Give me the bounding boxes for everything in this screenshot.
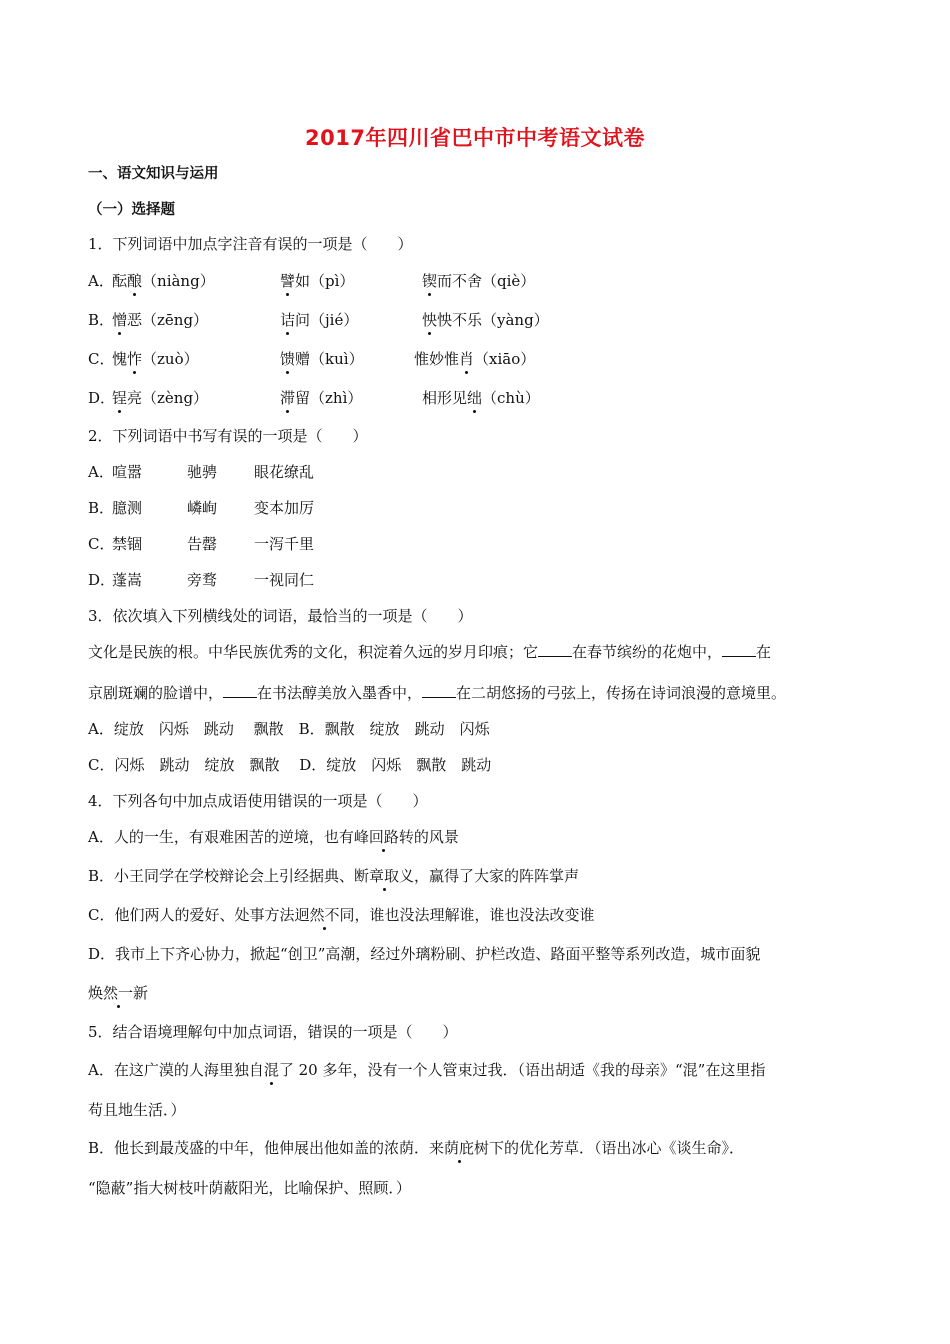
q2-option-b-word1: 臆测 (112, 499, 143, 517)
q3-passage-line2: 京剧斑斓的脸谱中， 在书法醇美放入墨香中， 在二胡悠扬的弓弦上，传扬在诗词浪漫的意境里。 (88, 684, 787, 702)
q2-option-c-word3: 一泻千里 (254, 535, 315, 553)
q2-option-b-word2: 嶙峋 (187, 499, 218, 517)
q3-blank-4 (422, 683, 456, 698)
q1-option-c-word3: 惟妙惟肖（xiāo） (414, 350, 536, 368)
q1-option-a-word3: 锲而不舍（qiè） (422, 272, 536, 290)
q3-options-cd: C．闪烁 跳动 绽放 飘散 D．绽放 闪烁 飘散 跳动 (88, 756, 492, 774)
q1-option-d-label: D． (88, 389, 116, 407)
question-2-stem: 2．下列词语中书写有误的一项是（ ） (88, 427, 368, 445)
page-title: 2017年四川省巴中市中考语文试卷 (305, 126, 645, 150)
q2-option-d-word3: 一视同仁 (254, 571, 315, 589)
question-4-stem: 4．下列各句中加点成语使用错误的一项是（ ） (88, 792, 428, 810)
q3-passage-line1: 文化是民族的根。中华民族优秀的文化，积淀着久远的岁月印痕；它 在春节缤纷的花炮中， 在 (88, 643, 772, 661)
q2-option-d-word1: 蓬嵩 (112, 571, 143, 589)
q3-blank-2 (722, 642, 756, 657)
q4-option-d-idiom: 焕然一新 (88, 984, 149, 1002)
q2-option-c-label: C． (88, 535, 115, 553)
q5-option-a: A．在这广漠的人海里独自混了 20 多年，没有一个人管束过我．（语出胡适《我的母亲》“混”在这里指 (88, 1061, 766, 1079)
q1-option-d-word3: 相形见绌（chù） (422, 389, 540, 407)
q4-option-a: A．人的一生，有艰难困苦的逆境，也有峰回路转的风景 (88, 828, 459, 846)
q1-option-a-word1: 酝酿（niàng） (112, 272, 215, 290)
q2-option-a-label: A． (88, 463, 114, 481)
q2-option-b-label: B． (88, 499, 115, 517)
q1-option-a-label: A． (88, 272, 114, 290)
q5-option-b: B．他长到最茂盛的中年，他伸展出他如盖的浓荫．来荫庇树下的优化芳草．（语出冰心《谈生命》． (88, 1139, 745, 1157)
q1-option-c-word1: 愧怍（zuò） (112, 350, 199, 368)
q2-option-a-word2: 驰骋 (187, 463, 218, 481)
q3-blank-3 (223, 683, 257, 698)
q3-options-ab: A．绽放 闪烁 跳动 飘散 B．飘散 绽放 跳动 闪烁 (88, 720, 490, 738)
q4-option-b: B．小王同学在学校辩论会上引经据典、断章取义，赢得了大家的阵阵掌声 (88, 867, 580, 885)
q1-option-c-label: C． (88, 350, 115, 368)
subsection-heading: （一）选择题 (88, 202, 175, 218)
question-5-stem: 5．结合语境理解句中加点词语，错误的一项是（ ） (88, 1023, 458, 1041)
q1-option-b-word1: 憎恶（zēng） (112, 311, 209, 329)
q4-option-d: D．我市上下齐心协力，掀起“创卫”高潮，经过外璃粉刷、护栏改造、路面平整等系列改造，城市面貌 (88, 945, 761, 963)
q4-option-c: C．他们两人的爱好、处事方法迥然不同，谁也没法理解谁，谁也没法改变谁 (88, 906, 595, 924)
q2-option-c-word1: 禁锢 (112, 535, 143, 553)
q1-option-d-word2: 滞留（zhì） (280, 389, 363, 407)
q2-option-b-word3: 变本加厉 (254, 499, 315, 517)
q3-blank-1 (538, 642, 572, 657)
q5-option-b-cont: “隐蔽”指大树枝叶荫蔽阳光，比喻保护、照顾．） (88, 1179, 411, 1197)
question-3-stem: 3．依次填入下列横线处的词语，最恰当的一项是（ ） (88, 607, 473, 625)
q2-option-d-word2: 旁骛 (187, 571, 218, 589)
q2-option-d-label: D． (88, 571, 116, 589)
q1-option-c-word2: 馈赠（kuì） (280, 350, 364, 368)
section-heading: 一、语文知识与运用 (88, 166, 219, 182)
q1-option-b-label: B． (88, 311, 115, 329)
q1-option-b-word3: 怏怏不乐（yàng） (422, 311, 549, 329)
q1-option-a-word2: 譬如（pì） (280, 272, 355, 290)
q1-option-d-word1: 锃亮（zèng） (112, 389, 209, 407)
q2-option-a-word3: 眼花缭乱 (254, 463, 315, 481)
question-1-stem: 1．下列词语中加点字注音有误的一项是（ ） (88, 235, 413, 253)
q1-option-b-word2: 诘问（jié） (280, 311, 359, 329)
q5-option-a-cont: 苟且地生活．） (88, 1101, 186, 1119)
q2-option-a-word1: 喧嚣 (112, 463, 143, 481)
q2-option-c-word2: 告罄 (187, 535, 218, 553)
